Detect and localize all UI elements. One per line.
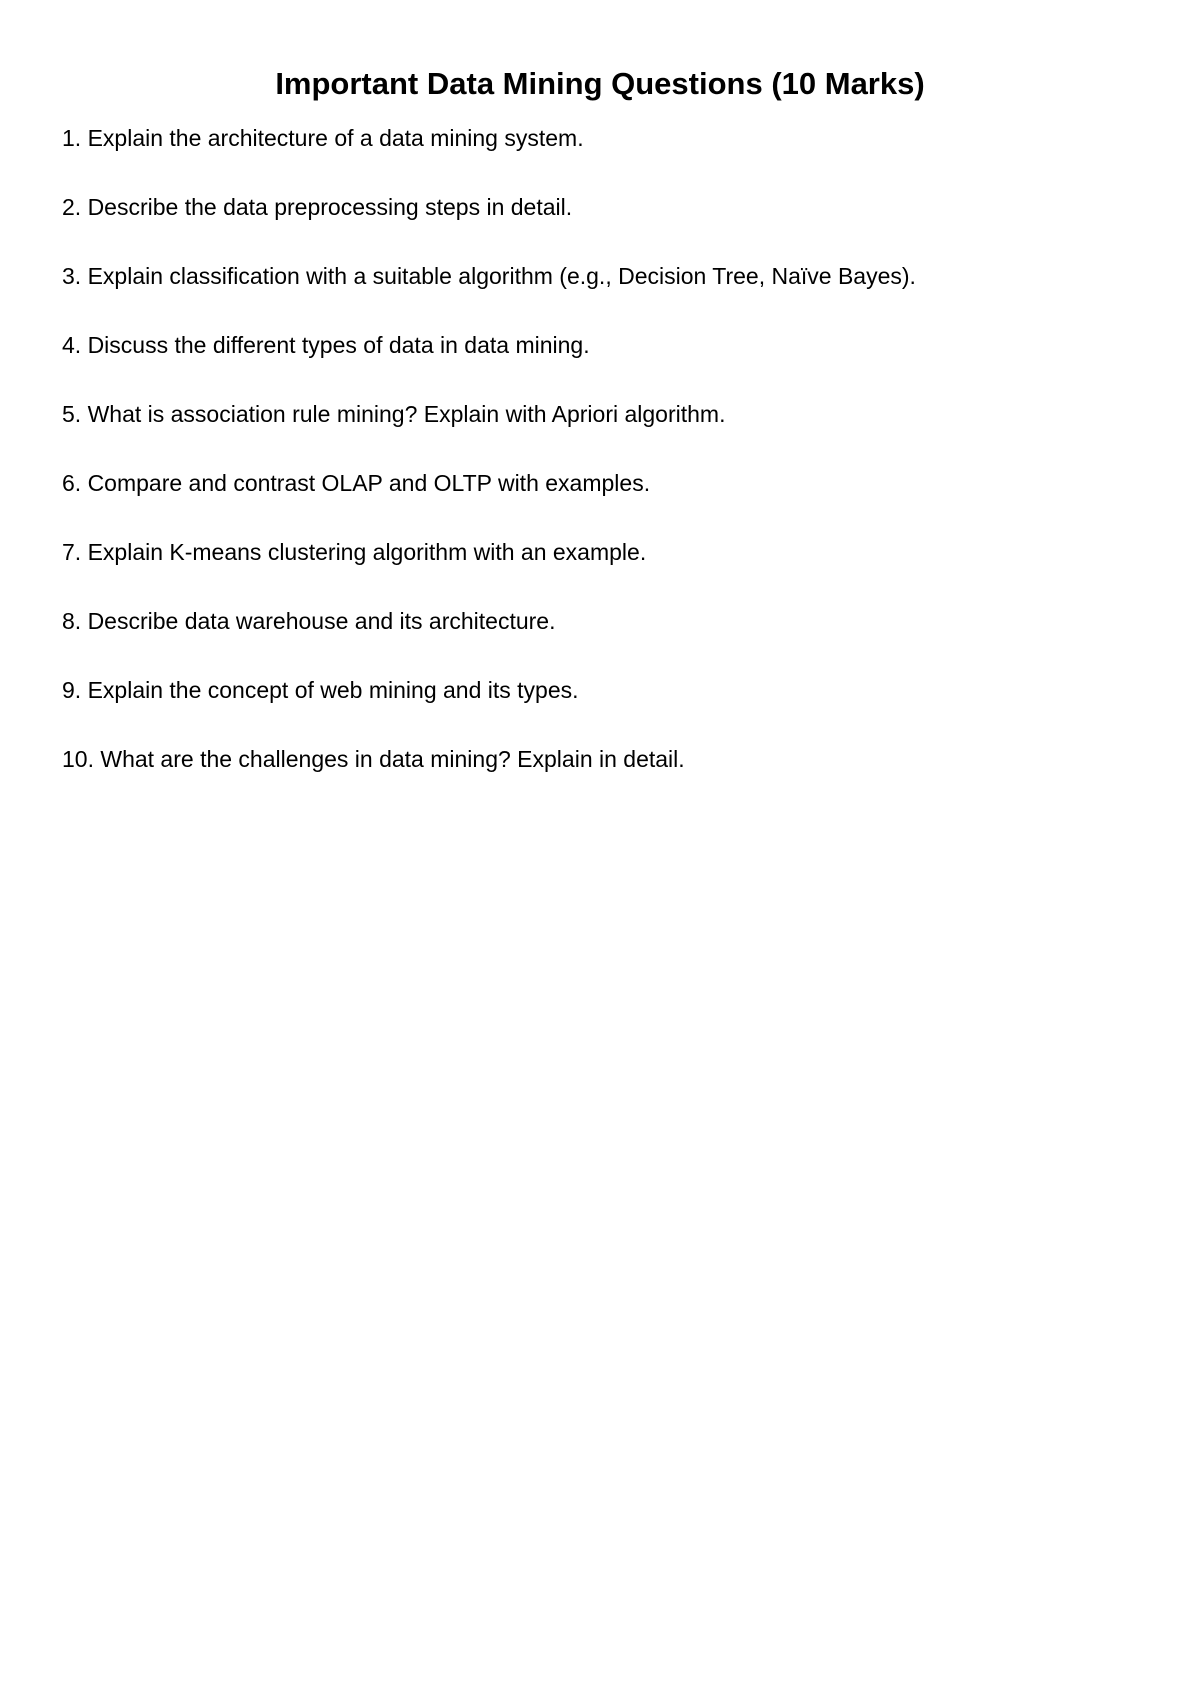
question-item-3: 3. Explain classification with a suitable algorithm (e.g., Decision Tree, Naïve Bayes).	[62, 263, 916, 289]
question-item-6: 6. Compare and contrast OLAP and OLTP with examples.	[62, 470, 651, 496]
question-item-1: 1. Explain the architecture of a data mining system.	[62, 125, 584, 151]
document-title: Important Data Mining Questions (10 Marks)	[275, 66, 925, 101]
question-item-2: 2. Describe the data preprocessing steps in detail.	[62, 194, 573, 220]
question-item-5: 5. What is association rule mining? Explain with Apriori algorithm.	[62, 401, 726, 427]
question-list	[62, 124, 1142, 814]
question-item-7: 7. Explain K-means clustering algorithm with an example.	[62, 539, 647, 565]
question-item-10: 10. What are the challenges in data mining? Explain in detail.	[62, 746, 685, 772]
question-item-9: 9. Explain the concept of web mining and its types.	[62, 677, 579, 703]
question-item-4: 4. Discuss the different types of data in data mining.	[62, 332, 590, 358]
question-item-8: 8. Describe data warehouse and its architecture.	[62, 608, 556, 634]
